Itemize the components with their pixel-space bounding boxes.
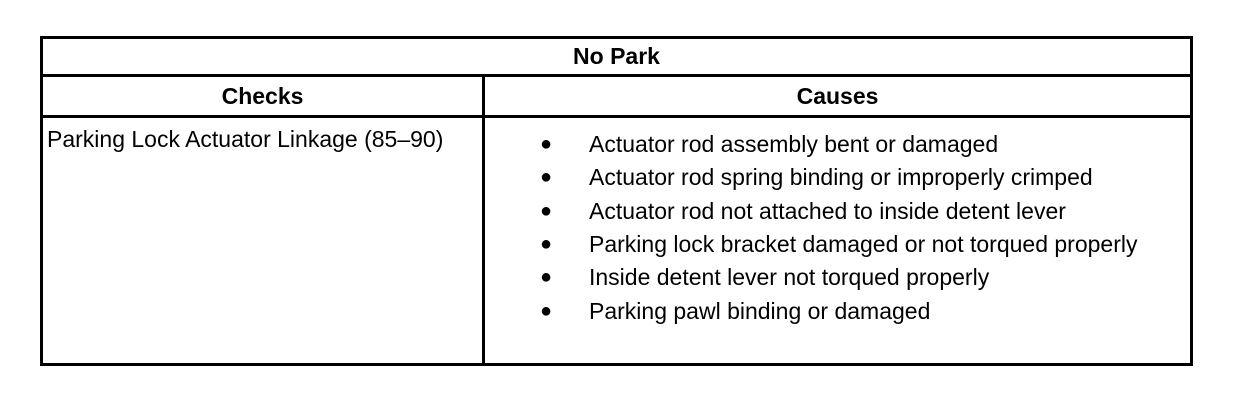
diagnosis-table [40, 36, 1193, 366]
causes-cell [485, 118, 1190, 363]
list-item [485, 261, 1190, 294]
cause-text: Actuator rod assembly bent or damaged [589, 131, 999, 158]
bullet-icon: ● [540, 266, 553, 289]
checks-column-header: Checks [43, 77, 485, 115]
cause-text: Actuator rod spring binding or improperly crimped [589, 164, 1093, 191]
table-row [43, 118, 1190, 363]
table-title: No Park [43, 39, 1190, 77]
list-item [485, 128, 1190, 161]
causes-column-header: Causes [796, 82, 879, 109]
bullet-icon: ● [540, 299, 553, 322]
bullet-icon: ● [540, 199, 553, 222]
causes-list [485, 128, 1190, 328]
list-item [485, 195, 1190, 228]
check-cell: Parking Lock Actuator Linkage (85–90) [43, 118, 485, 363]
cause-text: Inside detent lever not torqued properly [589, 264, 990, 291]
list-item [485, 228, 1190, 261]
cause-text: Parking pawl binding or damaged [589, 297, 931, 324]
cause-text: Actuator rod not attached to inside detent lever [589, 197, 1066, 224]
cause-text: Parking lock bracket damaged or not torqued properly [589, 231, 1138, 258]
bullet-icon: ● [540, 133, 553, 156]
table-header-row [43, 77, 1190, 118]
bullet-icon: ● [540, 233, 553, 256]
list-item [485, 294, 1190, 327]
list-item [485, 161, 1190, 194]
bullet-icon: ● [540, 166, 553, 189]
